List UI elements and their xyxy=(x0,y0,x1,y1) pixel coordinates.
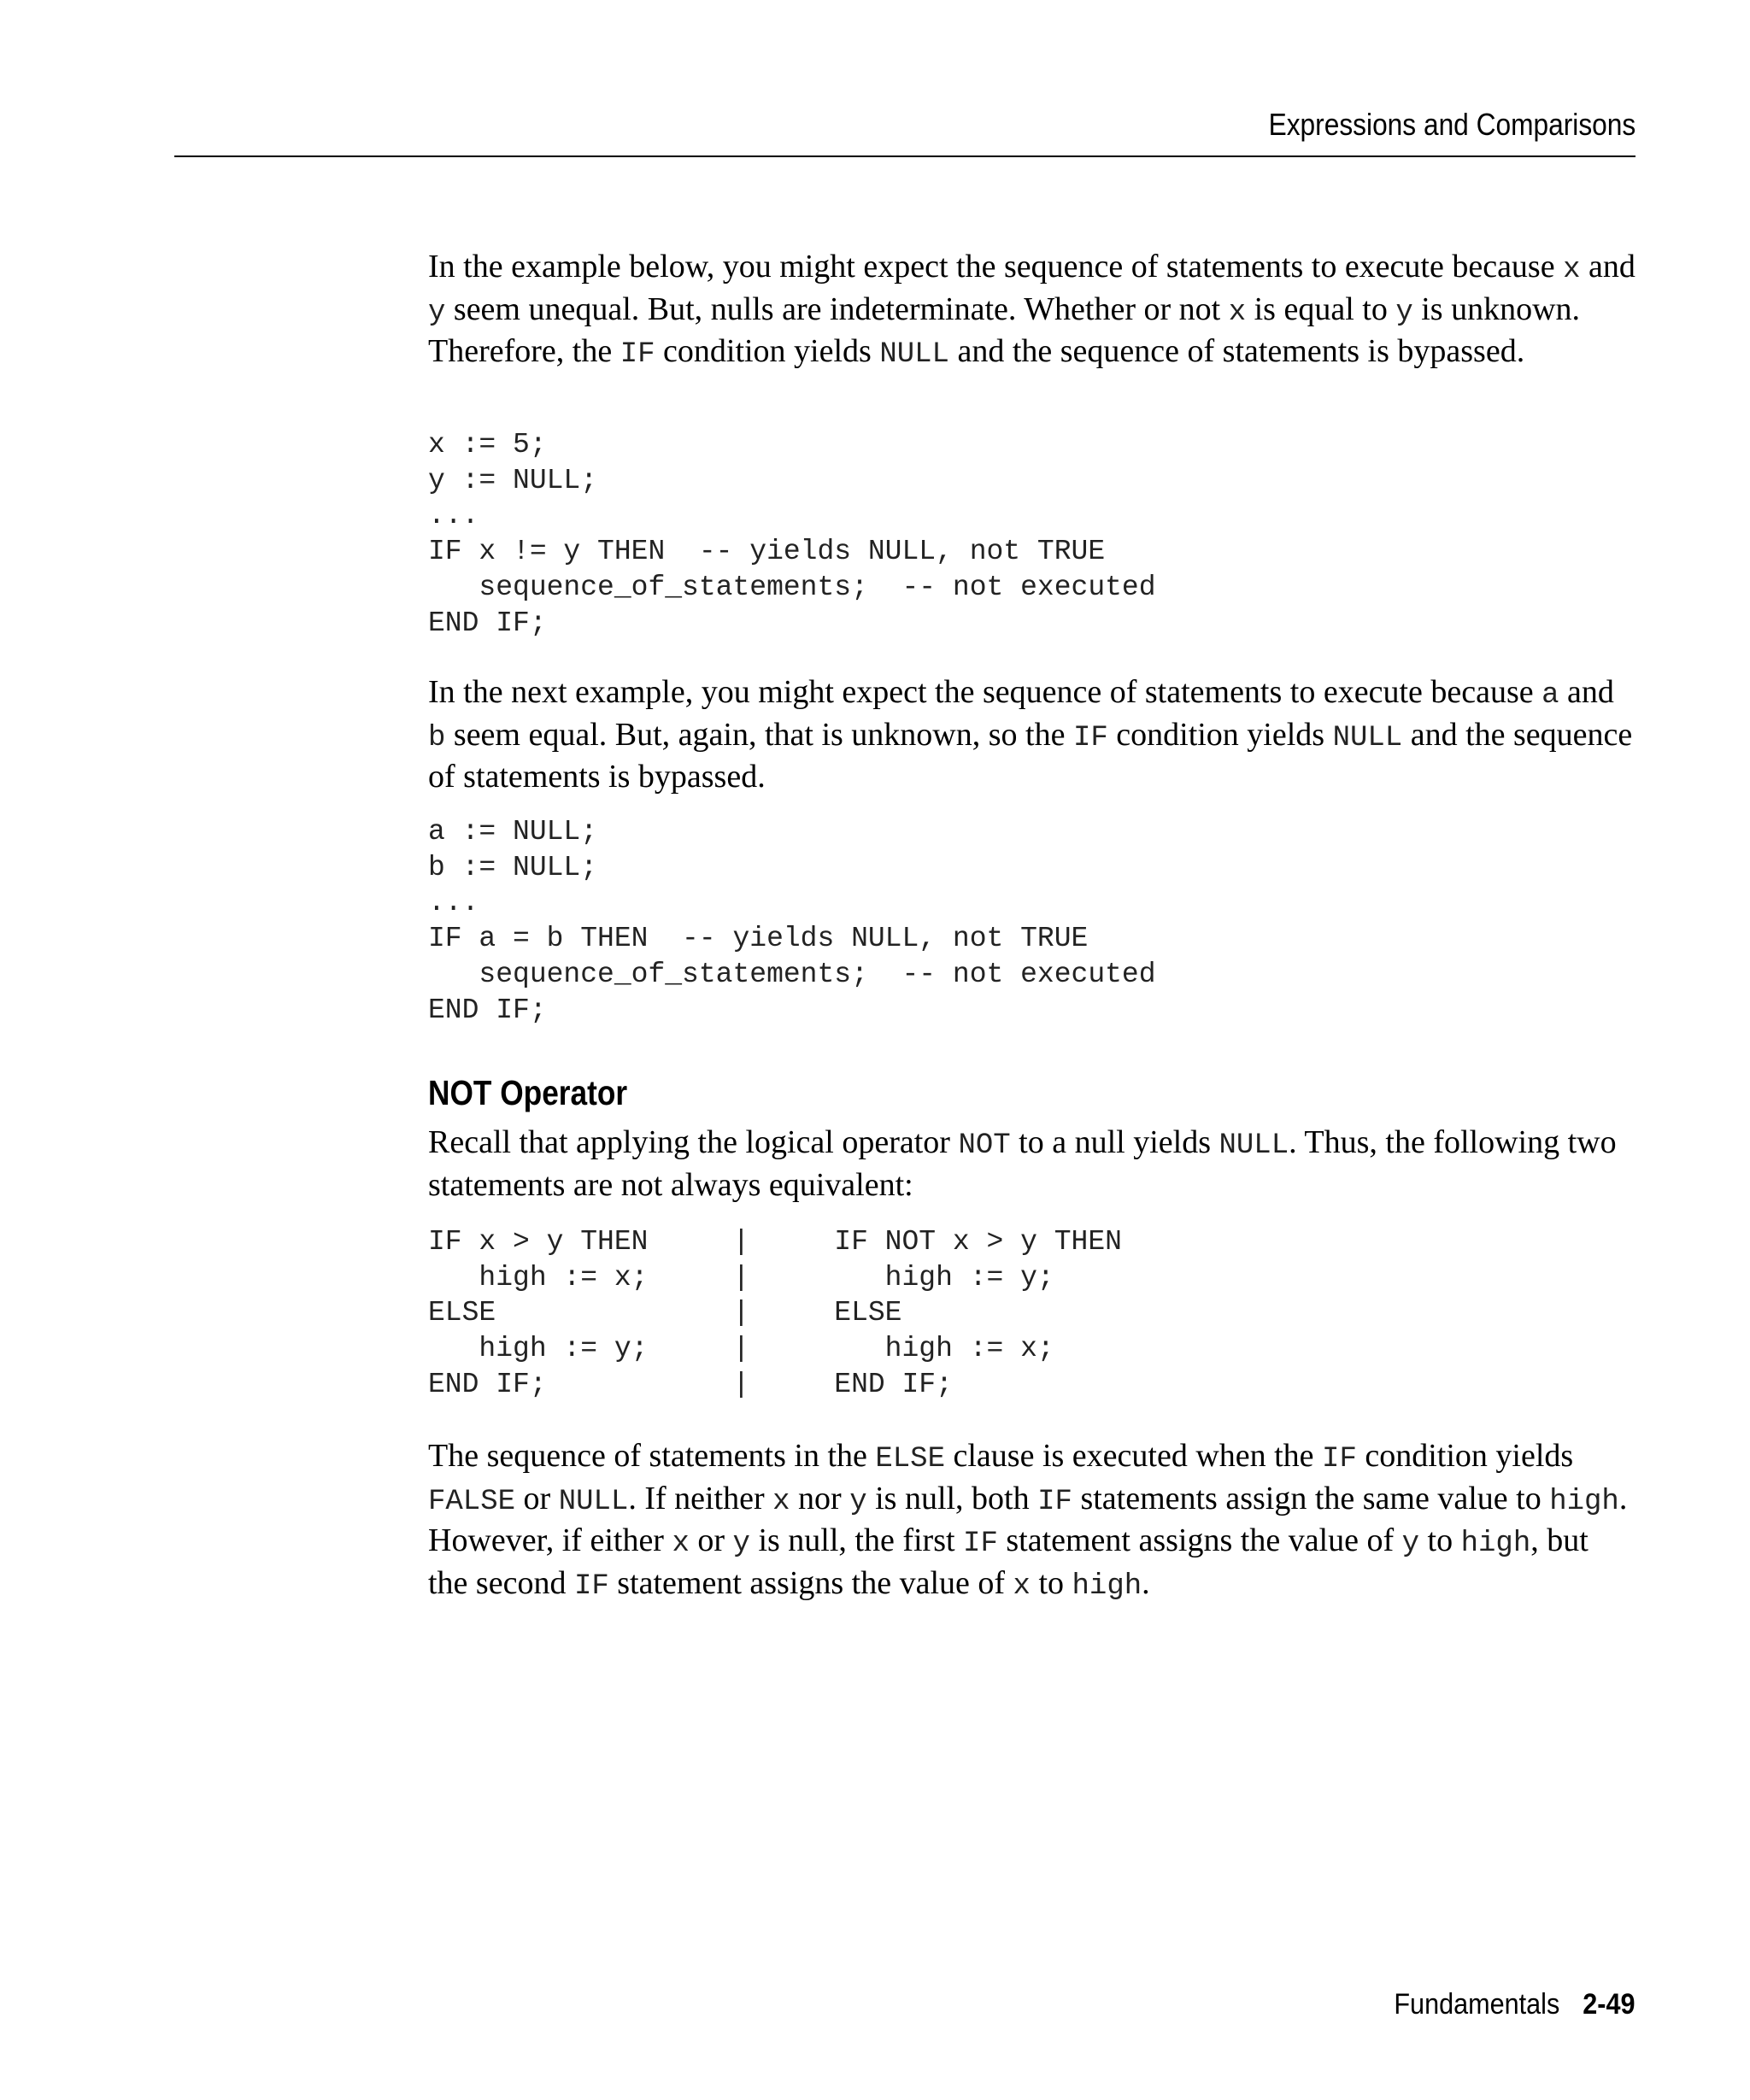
inline-code: a xyxy=(1542,679,1559,712)
inline-code: IF xyxy=(1072,721,1108,754)
inline-code: NULL xyxy=(1219,1129,1289,1162)
code-example-unequal: x := 5; y := NULL; ... IF x != y THEN -- yields NULL, not TRUE sequence_of_statements; -- not executed END IF; xyxy=(428,429,1156,639)
inline-code: IF xyxy=(1322,1443,1357,1475)
code-example-equal: a := NULL; b := NULL; ... IF a = b THEN -- yields NULL, not TRUE sequence_of_statements; -- not executed END IF; xyxy=(428,816,1156,1026)
code-example-comparison: IF x > y THEN | IF NOT x > y THEN high := x; | high := y; ELSE | ELSE high := y; | high := x; END IF; | END IF; xyxy=(428,1226,1122,1400)
inline-code: high xyxy=(1072,1569,1142,1603)
inline-code: IF xyxy=(573,1569,609,1603)
inline-code: x xyxy=(1563,254,1581,286)
inline-code: b xyxy=(428,721,446,754)
inline-code: IF xyxy=(620,338,655,371)
inline-code: NULL xyxy=(879,338,949,371)
inline-code: y xyxy=(1401,1528,1420,1560)
inline-code: y xyxy=(732,1528,750,1560)
header-divider xyxy=(174,155,1635,157)
inline-code: IF xyxy=(1037,1485,1072,1518)
inline-code: y xyxy=(428,296,446,329)
inline-code: high xyxy=(1549,1485,1619,1518)
inline-code: NULL xyxy=(1332,721,1403,754)
inline-code: ELSE xyxy=(875,1443,945,1475)
inline-code: y xyxy=(1395,296,1413,329)
paragraph-else-clause: The sequence of statements in the ELSE clause is executed when the IF condition yields FALSE or NULL. If neither x nor y is null, both IF statements assign the same value to high. However, if either x or y is null, the first IF statement assigns the value of y to high, but the second IF statement assigns the value of x to high. xyxy=(428,1438,1628,1603)
footer-chapter: Fundamentals xyxy=(1394,1988,1560,2021)
inline-code: NOT xyxy=(958,1129,1011,1162)
inline-code: x xyxy=(1013,1569,1031,1603)
inline-code: FALSE xyxy=(428,1485,516,1518)
page-number: 2-49 xyxy=(1583,1988,1635,2021)
page-footer xyxy=(1395,1986,1635,2023)
inline-code: y xyxy=(849,1485,867,1518)
section-heading: NOT Operator xyxy=(428,1073,628,1112)
inline-code: NULL xyxy=(558,1485,629,1518)
paragraph-null-unequal: In the example below, you might expect the sequence of statements to execute because x and y seem unequal. But, nulls are indeterminate. Whether or not x is equal to y is unknown. Therefore, the IF condition yields NULL and the sequence of statements is bypassed. xyxy=(428,249,1635,371)
running-header-title: Expressions and Comparisons xyxy=(1268,107,1635,142)
inline-code: x xyxy=(1228,296,1247,329)
paragraph-null-equal: In the next example, you might expect the sequence of statements to execute because a and b seem equal. But, again, that is unknown, so the IF condition yields NULL and the sequence of statements is bypassed. xyxy=(428,674,1633,795)
inline-code: high xyxy=(1460,1528,1531,1560)
paragraph-not-operator: Recall that applying the logical operator NOT to a null yields NULL. Thus, the following two statements are not always equivalent: xyxy=(428,1124,1617,1203)
inline-code: x xyxy=(672,1528,690,1560)
inline-code: IF xyxy=(963,1528,998,1560)
inline-code: x xyxy=(772,1485,790,1518)
